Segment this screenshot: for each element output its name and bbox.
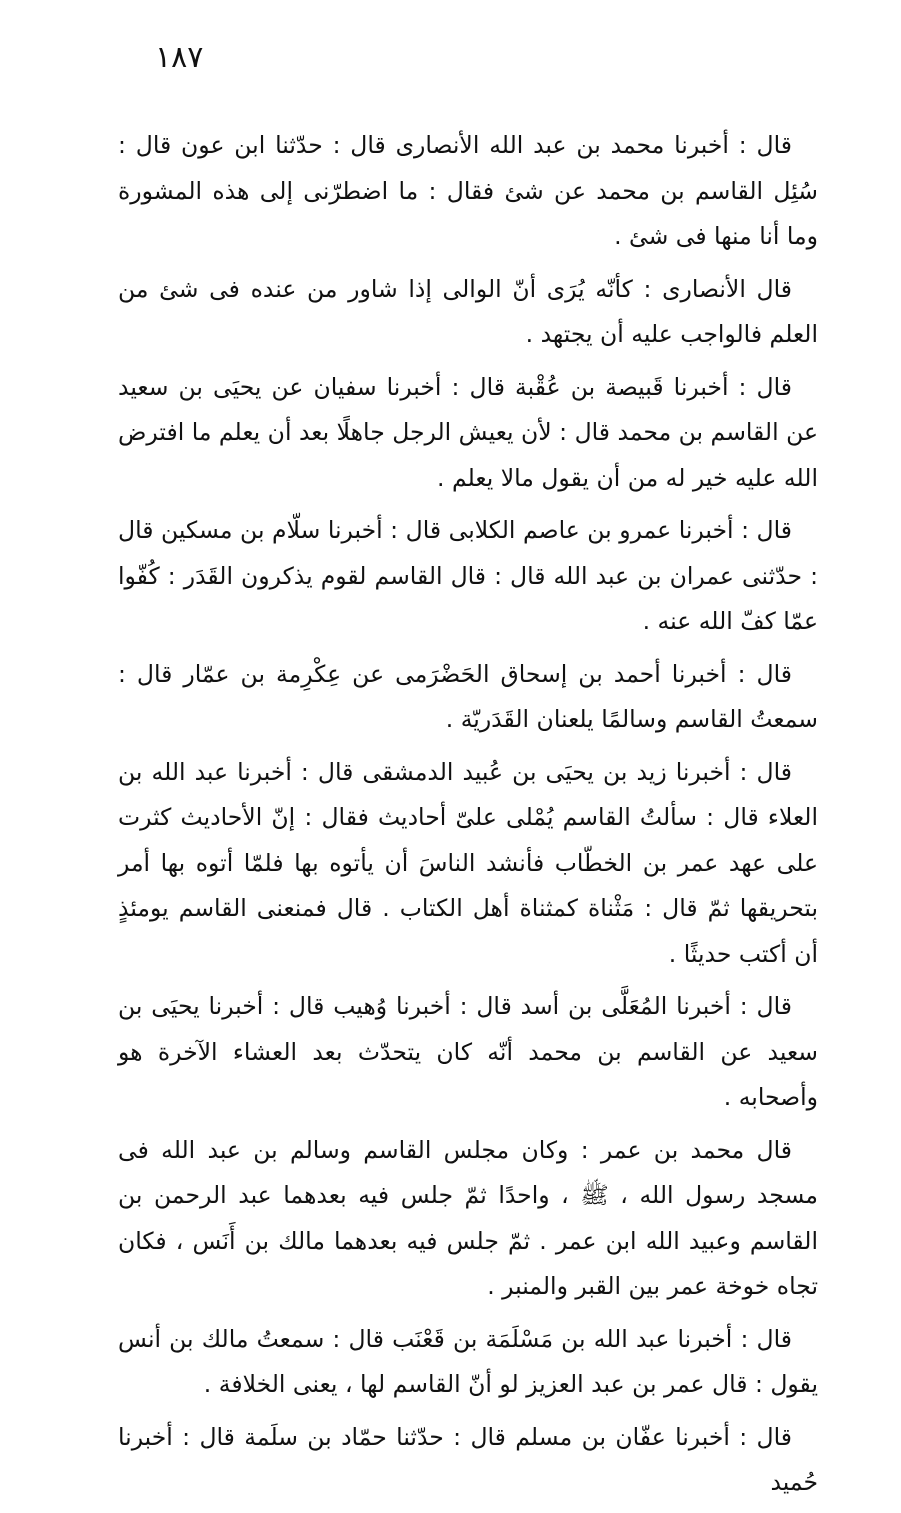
page-number: ١٨٧ [155, 40, 204, 75]
paragraph-3: قال : أخبرنا قَبيصة بن عُقْبة قال : أخبرنا سفيان عن يحيَى بن سعيد عن القاسم بن محمد قال : لأن يعيش الرجل جاهلًا بعد أن يعلم ما افترض الله عليه خير له من أن يقول مالا يعلم . [118, 372, 818, 492]
paragraph-4: قال : أخبرنا عمرو بن عاصم الكلابى قال : أخبرنا سلّام بن مسكين قال : حدّثنى عمران بن عبد الله قال : قال القاسم لقوم يذكرون القَدَر : كُفّوا عمّا كفّ الله عنه . [118, 516, 818, 635]
paragraph-6: قال : أخبرنا زيد بن يحيَى بن عُبيد الدمشقى قال : أخبرنا عبد الله بن العلاء قال : سألتُ القاسم يُمْلى علىّ أحاديث فقال : إنّ الأحاديث كثرت على عهد عمر بن الخطّاب فأنشد الناسَ أن يأتوه بها فلمّا أتوه بها أمر بتحريقها ثمّ قال : مَثْناة كمثناة أهل الكتاب . قال فمنعنى القاسم يومئذٍ أن أكتب حديثًا . [118, 757, 818, 968]
paragraph-1: قال : أخبرنا محمد بن عبد الله الأنصارى قال : حدّثنا ابن عون قال : سُئِل القاسم بن محمد عن شئ فقال : ما اضطرّنى إلى هذه المشورة وما أنا منها فى شئ . [118, 131, 818, 250]
paragraph-2: قال الأنصارى : كأنّه يُرَى أنّ الوالى إذا شاور من عنده فى شئ من العلم فالواجب عليه أن يجتهد . [118, 274, 818, 348]
paragraph-10: قال : أخبرنا عفّان بن مسلم قال : حدّثنا حمّاد بن سلَمة قال : أخبرنا حُميد [118, 1422, 818, 1496]
page-body [118, 123, 818, 1513]
paragraph-7: قال : أخبرنا المُعَلَّى بن أسد قال : أخبرنا وُهيب قال : أخبرنا يحيَى بن سعيد عن القاسم بن محمد أنّه كان يتحدّث بعد العشاء الآخرة هو وأصحابه . [118, 992, 818, 1111]
paragraph-5: قال : أخبرنا أحمد بن إسحاق الحَضْرَمى عن عِكْرِمة بن عمّار قال : سمعتُ القاسم وسالمًا يلعنان القَدَريّة . [118, 659, 818, 733]
paragraph-9: قال : أخبرنا عبد الله بن مَسْلَمَة بن قَعْنَب قال : سمعتُ مالك بن أنس يقول : قال عمر بن عبد العزيز لو أنّ القاسم لها ، يعنى الخلافة . [118, 1324, 818, 1398]
paragraph-8: قال محمد بن عمر : وكان مجلس القاسم وسالم بن عبد الله فى مسجد رسول الله ، ﷺ ، واحدًا ثمّ جلس فيه بعدهما عبد الرحمن بن القاسم وعبيد الله ابن عمر . ثمّ جلس فيه بعدهما مالك بن أَنَس ، فكان تجاه خوخة عمر بين القبر والمنبر . [118, 1135, 818, 1300]
